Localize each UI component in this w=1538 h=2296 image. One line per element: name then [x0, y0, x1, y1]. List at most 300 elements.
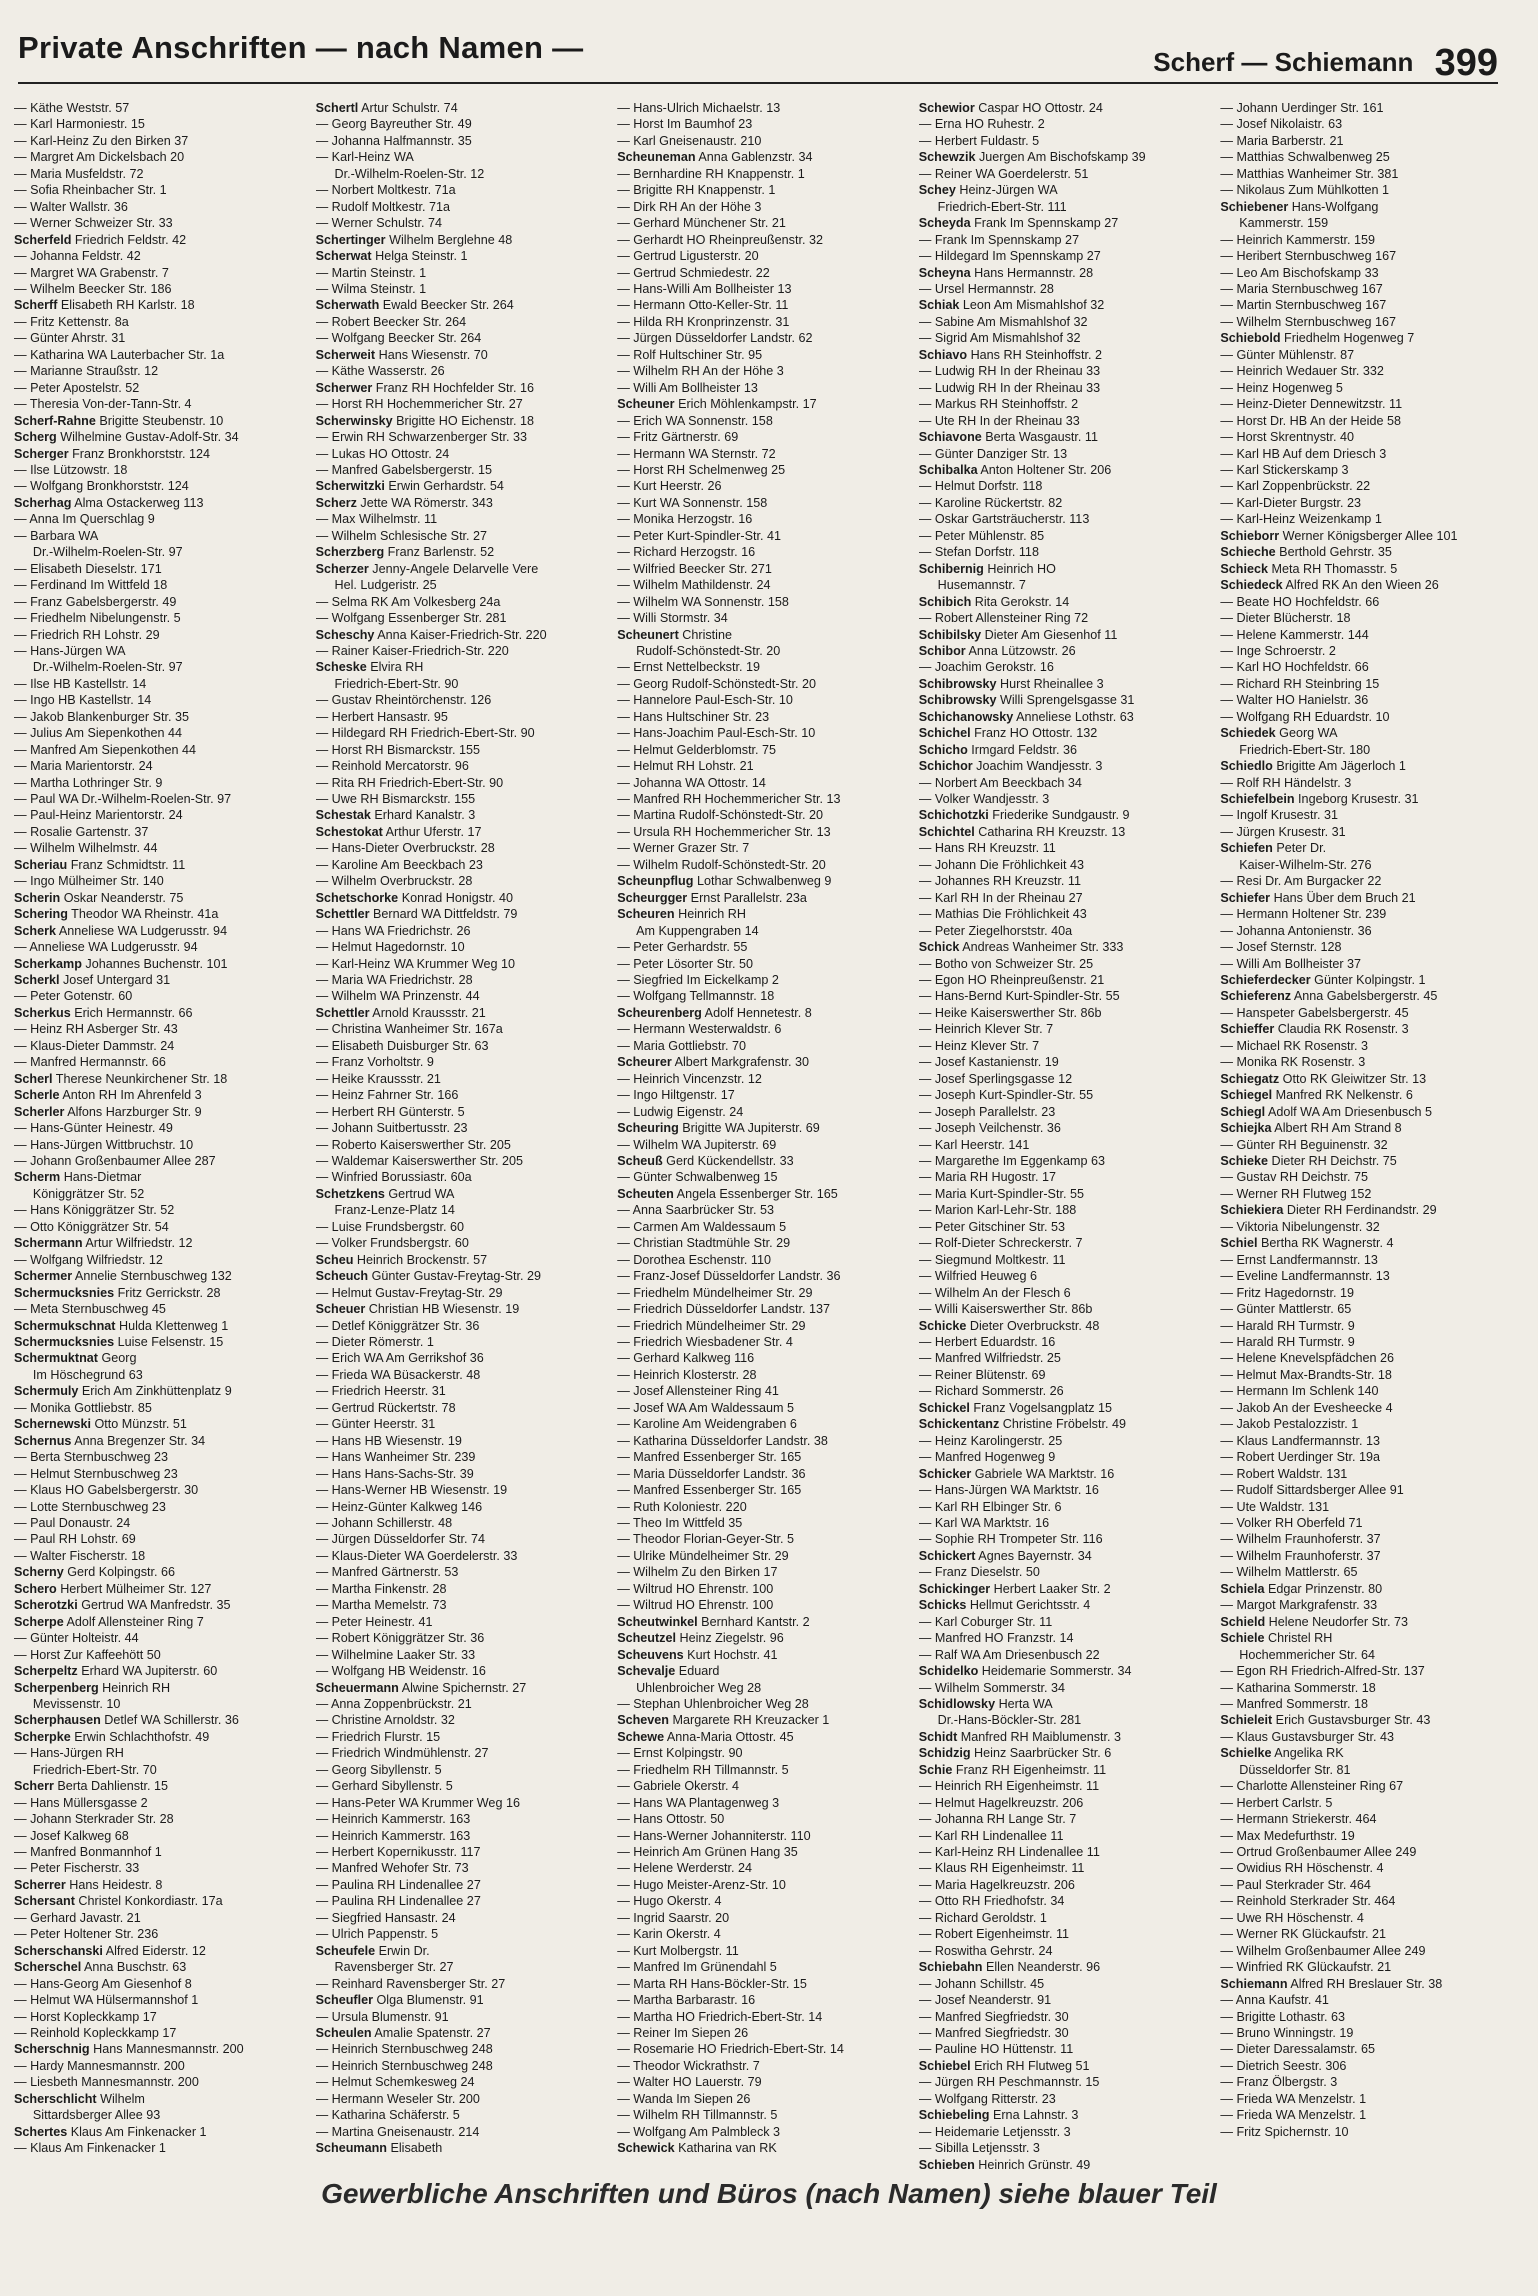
- directory-entry: Scheven Margarete RH Kreuzacker 1: [617, 1713, 830, 1728]
- directory-entry: Scheunert Christine: [617, 627, 732, 642]
- directory-entry: Scherschel Anna Buschstr. 63: [14, 1960, 187, 1975]
- directory-entry: — Karl-Heinz RH Lindenallee 11: [918, 1845, 1100, 1860]
- directory-entry: — Klaus RH Eigenheimstr. 11: [918, 1861, 1085, 1876]
- directory-entry: — Heinrich Vincenzstr. 12: [617, 1071, 762, 1086]
- surname: Scherotzki: [14, 1598, 78, 1613]
- surname: Scheumann: [315, 2141, 387, 2156]
- directory-entry: — Karl Gneisenaustr. 210: [617, 133, 762, 148]
- directory-entry: — Helmut Gelderblomstr. 75: [617, 742, 777, 757]
- directory-entry: — Wilhelm Rudolf-Schönstedt-Str. 20: [617, 857, 826, 872]
- surname: Schidt: [918, 1729, 958, 1744]
- surname: Schicke: [918, 1318, 967, 1333]
- directory-entry: — Richard Geroldstr. 1: [918, 1910, 1047, 1925]
- directory-entry: Scherz Jette WA Römerstr. 343: [315, 495, 493, 510]
- directory-entry: Rudolf-Schönstedt-Str. 20: [617, 643, 781, 658]
- directory-entry: Friedrich-Ebert-Str. 111: [918, 199, 1067, 214]
- directory-entry: — Johann Schillerstr. 48: [315, 1515, 453, 1530]
- directory-entry: Schiel Bertha RK Wagnerstr. 4: [1220, 1236, 1394, 1251]
- directory-entry: — Helmut Hagedornstr. 10: [315, 940, 465, 955]
- directory-entry: Schicho Irmgard Feldstr. 36: [918, 742, 1077, 757]
- directory-entry: — Josef Nikolaistr. 63: [1220, 117, 1343, 132]
- directory-entry: Scherf-Rahne Brigitte Steubenstr. 10: [14, 413, 224, 428]
- directory-entry: — Martina Gneisenaustr. 214: [315, 2124, 480, 2139]
- directory-entry: — Roberto Kaiserswerther Str. 205: [315, 1137, 511, 1152]
- directory-entry: — Maria RH Hugostr. 17: [918, 1170, 1056, 1185]
- directory-entry: — Paul-Heinz Marientorstr. 24: [14, 808, 183, 823]
- directory-entry: Scheu Heinrich Brockenstr. 57: [315, 1252, 488, 1267]
- directory-entry: — Jürgen Düsseldorfer Str. 74: [315, 1532, 485, 1547]
- directory-entry: Schertes Klaus Am Finkenacker 1: [14, 2124, 207, 2139]
- directory-entry: — Karin Okerstr. 4: [617, 1927, 721, 1942]
- directory-entry: Schieck Meta RH Thomasstr. 5: [1220, 561, 1398, 576]
- directory-entry: — Heinz Klever Str. 7: [918, 1038, 1040, 1053]
- directory-entry: — Wilhelm Beecker Str. 186: [14, 281, 172, 296]
- directory-entry: Scherschlicht Wilhelm: [14, 2091, 145, 2106]
- surname: Scherwath: [315, 298, 380, 313]
- directory-entry: — Harald RH Turmstr. 9: [1220, 1334, 1355, 1349]
- directory-entry: — Robert Königgrätzer Str. 36: [315, 1631, 485, 1646]
- directory-entry: Friedrich-Ebert-Str. 70: [14, 1762, 157, 1777]
- surname: Schiegel: [1220, 1088, 1273, 1103]
- directory-entry: — Manfred Hogenweg 9: [918, 1450, 1056, 1465]
- directory-entry: Schero Herbert Mülheimer Str. 127: [14, 1581, 212, 1596]
- directory-entry: — Josef Allensteiner Ring 41: [617, 1384, 779, 1399]
- surname: Schieke: [1220, 1154, 1268, 1168]
- directory-entry: Mevissenstr. 10: [14, 1696, 121, 1711]
- directory-entry: — Peter Gotenstr. 60: [14, 989, 133, 1004]
- directory-entry: Scheske Elvira RH: [315, 660, 424, 675]
- directory-entry: — Robert Eigenheimstr. 11: [918, 1927, 1070, 1942]
- directory-entry: — Rolf-Dieter Schreckerstr. 7: [918, 1236, 1083, 1251]
- directory-entry: Schiebold Friedhelm Hogenweg 7: [1220, 331, 1415, 346]
- directory-entry: — Gustav RH Deichstr. 75: [1220, 1170, 1369, 1185]
- directory-entry: — Hans-Jürgen RH: [14, 1746, 124, 1761]
- surname: Schiedlo: [1220, 759, 1273, 774]
- surname: Schersant: [14, 1894, 75, 1909]
- surname: Schickert: [918, 1548, 976, 1563]
- surname: Scherweit: [315, 347, 376, 362]
- directory-entry: — Sophie RH Trompeter Str. 116: [918, 1532, 1103, 1547]
- surname: Scherler: [14, 1104, 65, 1119]
- directory-entry: — Hannelore Paul-Esch-Str. 10: [617, 693, 793, 708]
- directory-entry: Schertinger Wilhelm Berglehne 48: [315, 232, 513, 247]
- directory-entry: Scheriau Franz Schmidtstr. 11: [14, 857, 186, 872]
- directory-entry: Hochemmericher Str. 64: [1220, 1647, 1376, 1662]
- surname: Schiejka: [1220, 1121, 1272, 1136]
- directory-entry: — Manfred RH Hochemmericher Str. 13: [617, 792, 841, 807]
- directory-entry: — Friedrich Heerstr. 31: [315, 1384, 446, 1399]
- directory-entry: — Heinrich Sternbuschweg 248: [315, 2058, 493, 2073]
- directory-entry: — Horst RH Hochemmericher Str. 27: [315, 397, 523, 412]
- directory-entry: — Peter Lösorter Str. 50: [617, 956, 753, 971]
- directory-entry: — Robert Allensteiner Ring 72: [918, 611, 1089, 626]
- directory-entry: — Volker Wandjesstr. 3: [918, 792, 1050, 807]
- directory-entry: Schewzik Juergen Am Bischofskamp 39: [918, 150, 1146, 165]
- directory-entry: Schieben Heinrich Grünstr. 49: [918, 2157, 1091, 2170]
- directory-entry: Schieferenz Anna Gabelsbergerstr. 45: [1220, 989, 1438, 1004]
- directory-entry: — Mathias Die Fröhlichkeit 43: [918, 907, 1087, 922]
- directory-entry: Scherle Anton RH Im Ahrenfeld 3: [14, 1088, 202, 1103]
- directory-entry: — Wilhelm Mathildenstr. 24: [617, 578, 771, 593]
- directory-entry: — Helmut RH Lohstr. 21: [617, 759, 754, 774]
- surname: Schiel: [1220, 1236, 1258, 1251]
- directory-entry: — Peter Kurt-Spindler-Str. 41: [617, 528, 781, 543]
- directory-entry: — Georg Sibyllenstr. 5: [315, 1762, 442, 1777]
- directory-entry: — Marion Karl-Lehr-Str. 188: [918, 1203, 1077, 1218]
- directory-entry: — Siegfried Im Eickelkamp 2: [617, 973, 779, 988]
- surname: Schevalje: [617, 1664, 676, 1679]
- directory-entry: — Katharina WA Lauterbacher Str. 1a: [14, 347, 225, 362]
- directory-entry: — Heinz-Günter Kalkweg 146: [315, 1499, 483, 1514]
- directory-entry: — Günter Heerstr. 31: [315, 1417, 436, 1432]
- surname: Schestak: [315, 808, 371, 823]
- surname: Schetzkens: [315, 1186, 385, 1201]
- directory-entry: — Wolfgang HB Weidenstr. 16: [315, 1664, 486, 1679]
- surname: Schiavo: [918, 347, 968, 362]
- directory-entry: — Manfred Gärtnerstr. 53: [315, 1565, 459, 1580]
- directory-entry: — Heinrich Kammerstr. 163: [315, 1828, 471, 1843]
- directory-entry: — Hans WA Plantagenweg 3: [617, 1795, 780, 1810]
- directory-entry: — Wilhelm WA Jupiterstr. 69: [617, 1137, 777, 1152]
- surname: Schiela: [1220, 1581, 1265, 1596]
- surname: Scheuß: [617, 1154, 663, 1168]
- directory-entry: — Christina Wanheimer Str. 167a: [315, 1022, 503, 1037]
- directory-entry: — Kurt Heerstr. 26: [617, 479, 722, 494]
- surname: Schielke: [1220, 1746, 1272, 1761]
- directory-entry: — Gertrud Schmiedestr. 22: [617, 265, 770, 280]
- directory-entry: — Otto Königgrätzer Str. 54: [14, 1219, 169, 1234]
- directory-entry: — Roswitha Gehrstr. 24: [918, 1943, 1053, 1958]
- directory-entry: Scherpeltz Erhard WA Jupiterstr. 60: [14, 1664, 218, 1679]
- directory-entry: — Wilhelm Fraunhoferstr. 37: [1220, 1532, 1381, 1547]
- surname: Scherwinsky: [315, 413, 393, 428]
- directory-entry: Scherkl Josef Untergard 31: [14, 973, 171, 988]
- directory-entry: — Maria Sternbuschweg 167: [1220, 281, 1383, 296]
- directory-entry: — Richard RH Steinbring 15: [1220, 676, 1380, 691]
- surname: Scheunert: [617, 627, 679, 642]
- directory-entry: — Manfred Sommerstr. 18: [1220, 1696, 1369, 1711]
- directory-entry: — Siegmund Moltkestr. 11: [918, 1252, 1066, 1267]
- directory-entry: — Sigrid Am Mismahlshof 32: [918, 331, 1081, 346]
- directory-entry: — Heinz Karolingerstr. 25: [918, 1433, 1063, 1448]
- directory-entry: — Manfred Am Siepenkothen 44: [14, 742, 197, 757]
- directory-entry: — Peter Gitschiner Str. 53: [918, 1219, 1066, 1234]
- directory-entry: Schiefen Peter Dr.: [1220, 841, 1327, 856]
- directory-entry: Schiebahn Ellen Neanderstr. 96: [918, 1960, 1101, 1975]
- surname: Scherle: [14, 1088, 60, 1103]
- surname: Schermucksnies: [14, 1334, 115, 1349]
- directory-entry: — Ilse HB Kastellstr. 14: [14, 676, 147, 691]
- directory-entry: — Peter Fischerstr. 33: [14, 1861, 140, 1876]
- surname: Schermann: [14, 1236, 83, 1251]
- directory-entry: — Ernst Landfermannstr. 13: [1220, 1252, 1378, 1267]
- directory-entry: — Johanna Halfmannstr. 35: [315, 133, 472, 148]
- surname: Scherpeltz: [14, 1664, 78, 1679]
- directory-entry: Schermucksnies Luise Felsenstr. 15: [14, 1334, 224, 1349]
- directory-entry: Scherweit Hans Wiesenstr. 70: [315, 347, 488, 362]
- directory-entry: — Wilhelm Mattlerstr. 65: [1220, 1565, 1358, 1580]
- directory-entry: — Hans Hans-Sachs-Str. 39: [315, 1466, 474, 1481]
- directory-entry: — Theodor Wickrathstr. 7: [617, 2058, 760, 2073]
- directory-entry: — Hans-Werner HB Wiesenstr. 19: [315, 1483, 508, 1498]
- directory-entry: Schettler Arnold Kraussstr. 21: [315, 1005, 486, 1020]
- surname: Scherphausen: [14, 1713, 101, 1728]
- directory-entry: — Paul Sterkrader Str. 464: [1220, 1877, 1371, 1892]
- surname: Scheuren: [617, 907, 675, 922]
- directory-entry: — Jürgen RH Peschmannstr. 15: [918, 2075, 1100, 2090]
- surname: Scherger: [14, 446, 69, 461]
- directory-entry: — Helene Kammerstr. 144: [1220, 627, 1369, 642]
- directory-entry: — Marianne Straußstr. 12: [14, 364, 159, 379]
- directory-entry: — Pauline HO Hüttenstr. 11: [918, 2042, 1074, 2057]
- directory-entry: — Rudolf Sittardsberger Allee 91: [1220, 1483, 1404, 1498]
- surname: Schiemann: [1220, 1976, 1288, 1991]
- surname: Scheurenberg: [617, 1005, 702, 1020]
- surname: Scheske: [315, 660, 367, 675]
- directory-entry: — Friedhelm RH Tillmannstr. 5: [617, 1762, 789, 1777]
- column-4: [919, 100, 1213, 2170]
- directory-entry: — Monika RK Rosenstr. 3: [1220, 1055, 1366, 1070]
- directory-entry: Schiebel Erich RH Flutweg 51: [918, 2058, 1090, 2073]
- directory-entry: — Hermann Im Schlenk 140: [1220, 1384, 1379, 1399]
- directory-entry: — Wilhelm RH Tillmannstr. 5: [617, 2108, 778, 2123]
- directory-entry: — Siegfried Hansastr. 24: [315, 1910, 456, 1925]
- directory-entry: — Wiltrud HO Ehrenstr. 100: [617, 1598, 774, 1613]
- surname: Schermuly: [14, 1384, 79, 1399]
- directory-entry: — Paul WA Dr.-Wilhelm-Roelen-Str. 97: [14, 792, 232, 807]
- directory-entry: Scheurenberg Adolf Hennetestr. 8: [617, 1005, 812, 1020]
- directory-entry: — Charlotte Allensteiner Ring 67: [1220, 1779, 1404, 1794]
- directory-entry: — Johannes RH Kreuzstr. 11: [918, 874, 1081, 889]
- directory-entry: Scherk Anneliese WA Ludgerusstr. 94: [14, 923, 228, 938]
- directory-entry: — Ursula RH Hochemmericher Str. 13: [617, 824, 831, 839]
- surname: Scherschel: [14, 1960, 82, 1975]
- directory-entry: — Wilhelm An der Flesch 6: [918, 1285, 1071, 1300]
- directory-entry: — Hermann Striekerstr. 464: [1220, 1812, 1377, 1827]
- directory-entry: — Ute Waldstr. 131: [1220, 1499, 1330, 1514]
- directory-entry: — Karl RH In der Rheinau 27: [918, 890, 1083, 905]
- directory-entry: — Klaus-Dieter WA Goerdelerstr. 33: [315, 1548, 518, 1563]
- directory-entry: — Erwin RH Schwarzenberger Str. 33: [315, 430, 527, 445]
- directory-entry: — Willi Am Bollheister 13: [617, 380, 758, 395]
- directory-entry: — Maria Gottliebstr. 70: [617, 1038, 746, 1053]
- directory-entry: — Franz Vorholtstr. 9: [315, 1055, 434, 1070]
- directory-entry: — Joachim Gerokstr. 16: [918, 660, 1054, 675]
- directory-entry: — Wilma Steinstr. 1: [315, 281, 427, 296]
- directory-entry: — Erna HO Ruhestr. 2: [918, 117, 1045, 132]
- directory-entry: — Gerhard Münchener Str. 21: [617, 216, 786, 231]
- directory-entry: — Gerhard Kalkweg 116: [617, 1351, 755, 1366]
- directory-entry: — Ralf WA Am Driesenbusch 22: [918, 1647, 1100, 1662]
- surname: Schey: [918, 183, 956, 198]
- directory-entry: — Karl HB Auf dem Driesch 3: [1220, 446, 1387, 461]
- directory-entry: — Peter Holtener Str. 236: [14, 1927, 159, 1942]
- directory-entry: Scheuten Angela Essenberger Str. 165: [617, 1186, 838, 1201]
- directory-entry: — Maria Marientorstr. 24: [14, 759, 153, 774]
- directory-entry: Schiejka Albert RH Am Strand 8: [1220, 1121, 1402, 1136]
- directory-entry: — Katharina Schäferstr. 5: [315, 2108, 460, 2123]
- directory-entry: Schiak Leon Am Mismahlshof 32: [918, 298, 1105, 313]
- directory-entry: Schieferdecker Günter Kolpingstr. 1: [1220, 973, 1426, 988]
- directory-entry: — Reiner Im Siepen 26: [617, 2026, 749, 2041]
- directory-entry: — Walter HO Lauerstr. 79: [617, 2075, 762, 2090]
- directory-entry: — Günter Mühlenstr. 87: [1220, 347, 1355, 362]
- directory-entry: — Horst Dr. HB An der Heide 58: [1220, 413, 1401, 428]
- directory-entry: Schewior Caspar HO Ottostr. 24: [918, 101, 1103, 115]
- range-and-page: [1153, 38, 1498, 84]
- directory-entry: — Hanspeter Gabelsbergerstr. 45: [1220, 1005, 1409, 1020]
- directory-entry: — Anneliese WA Ludgerusstr. 94: [14, 940, 198, 955]
- directory-entry: — Günter Mattlerstr. 65: [1220, 1302, 1352, 1317]
- directory-entry: — Barbara WA: [14, 528, 99, 543]
- directory-entry: — Johann Schillstr. 45: [918, 1976, 1045, 1991]
- directory-entry: Scherpenberg Heinrich RH: [14, 1680, 171, 1695]
- directory-entry: — Wolfgang Ritterstr. 23: [918, 2091, 1056, 2106]
- directory-entry: — Jakob An der Evesheecke 4: [1220, 1400, 1393, 1415]
- surname: Scheu: [315, 1252, 354, 1267]
- directory-entry: — Helmut Sternbuschweg 23: [14, 1466, 178, 1481]
- surname: Schernewski: [14, 1417, 92, 1432]
- directory-entry: — Robert Waldstr. 131: [1220, 1466, 1348, 1481]
- directory-entry: — Rudolf Moltkestr. 71a: [315, 199, 450, 214]
- surname: Schertinger: [315, 232, 386, 247]
- directory-entry: Scheuermann Alwine Spichernstr. 27: [315, 1680, 527, 1695]
- directory-entry: Schersant Christel Konkordiastr. 17a: [14, 1894, 223, 1909]
- directory-entry: — Uwe RH Bismarckstr. 155: [315, 792, 476, 807]
- surname: Scheurgger: [617, 890, 688, 905]
- directory-entry: — Friedrich Flurstr. 15: [315, 1729, 441, 1744]
- directory-entry: — Ernst Nettelbeckstr. 19: [617, 660, 760, 675]
- directory-entry: Scherphausen Detlef WA Schillerstr. 36: [14, 1713, 239, 1728]
- directory-entry: — Josef Sperlingsgasse 12: [918, 1071, 1073, 1086]
- directory-entry: — Horst Im Baumhof 23: [617, 117, 753, 132]
- surname: Schewior: [918, 101, 975, 115]
- surname: Scherwat: [315, 249, 372, 264]
- directory-entry: — Karoline Am Beeckbach 23: [315, 857, 483, 872]
- surname: Scherr: [14, 1779, 54, 1794]
- directory-entry: — Wilhelm WA Sonnenstr. 158: [617, 594, 789, 609]
- directory-entry: — Werner RK Glückaufstr. 21: [1220, 1927, 1387, 1942]
- directory-entry: Scheuner Erich Möhlenkampstr. 17: [617, 397, 817, 412]
- directory-entry: — Heinz RH Asberger Str. 43: [14, 1022, 178, 1037]
- directory-entry: — Berta Sternbuschweg 23: [14, 1450, 169, 1465]
- directory-entry: Schibrowsky Willi Sprengelsgasse 31: [918, 693, 1135, 708]
- directory-entry: — Matthias Wanheimer Str. 381: [1220, 166, 1399, 181]
- directory-entry: — Johann Sterkrader Str. 28: [14, 1812, 174, 1827]
- directory-entry: — Wilhelm Sommerstr. 34: [918, 1680, 1066, 1695]
- directory-entry: — Friedrich Düsseldorfer Landstr. 137: [617, 1302, 830, 1317]
- surname: Schichel: [918, 726, 971, 741]
- surname: Scherwer: [315, 380, 373, 395]
- directory-entry: — Maria Kurt-Spindler-Str. 55: [918, 1186, 1084, 1201]
- surname: Schiak: [918, 298, 960, 313]
- directory-entry: — Josef Kalkweg 68: [14, 1828, 129, 1843]
- column-2: [316, 100, 610, 2170]
- surname: Scherin: [14, 890, 61, 905]
- directory-entry: — Reinhold Kopleckkamp 17: [14, 2026, 177, 2041]
- directory-entry: Schiedek Georg WA: [1220, 726, 1338, 741]
- directory-entry: — Karl-Heinz Zu den Birken 37: [14, 133, 189, 148]
- directory-entry: — Manfred Hermannstr. 66: [14, 1055, 166, 1070]
- directory-entry: Schertl Artur Schulstr. 74: [315, 101, 458, 115]
- directory-entry: Scheuvens Kurt Hochstr. 41: [617, 1647, 778, 1662]
- directory-entry: Scherr Berta Dahlienstr. 15: [14, 1779, 169, 1794]
- directory-entry: — Ernst Kolpingstr. 90: [617, 1746, 743, 1761]
- directory-entry: Scherzberg Franz Barlenstr. 52: [315, 545, 495, 560]
- directory-entry: Schibich Rita Gerokstr. 14: [918, 594, 1070, 609]
- directory-entry: — Wilhelmine Laaker Str. 33: [315, 1647, 476, 1662]
- directory-entry: Schering Theodor WA Rheinstr. 41a: [14, 907, 219, 922]
- directory-entry: — Ludwig RH In der Rheinau 33: [918, 364, 1101, 379]
- directory-entry: Schield Helene Neudorfer Str. 73: [1220, 1614, 1408, 1629]
- directory-entry: Schiela Edgar Prinzenstr. 80: [1220, 1581, 1383, 1596]
- directory-entry: — Manfred Gabelsbergerstr. 15: [315, 462, 492, 477]
- directory-entry: — Max Medefurthstr. 19: [1220, 1828, 1355, 1843]
- directory-entry: — Nikolaus Zum Mühlkotten 1: [1220, 183, 1390, 198]
- directory-entry: — Winfried Borussiastr. 60a: [315, 1170, 472, 1185]
- directory-entry: — Maria Düsseldorfer Landstr. 36: [617, 1466, 806, 1481]
- surname: Schermukschnat: [14, 1318, 116, 1333]
- directory-entry: Schey Heinz-Jürgen WA: [918, 183, 1058, 198]
- directory-entry: — Friedrich Mündelheimer Str. 29: [617, 1318, 806, 1333]
- directory-entry: — Herbert Fuldastr. 5: [918, 133, 1040, 148]
- directory-entry: — Hans-Peter WA Krummer Weg 16: [315, 1795, 520, 1810]
- directory-entry: Scheumann Elisabeth: [315, 2141, 443, 2156]
- directory-entry: — Frieda WA Büsackerstr. 48: [315, 1367, 481, 1382]
- directory-entry: Friedrich-Ebert-Str. 180: [1220, 742, 1371, 757]
- directory-entry: — Heike Kaiserswerther Str. 86b: [918, 1005, 1102, 1020]
- directory-entry: — Markus RH Steinhoffstr. 2: [918, 397, 1079, 412]
- surname: Scherkamp: [14, 956, 82, 971]
- surname: Schieffer: [1220, 1022, 1275, 1037]
- surname: Schiedeck: [1220, 578, 1283, 593]
- surname: Schichotzki: [918, 808, 989, 823]
- surname: Schicker: [918, 1466, 972, 1481]
- directory-entry: — Maria Barberstr. 21: [1220, 133, 1344, 148]
- directory-entry: — Hugo Okerstr. 4: [617, 1894, 722, 1909]
- directory-entry: — Margot Markgrafenstr. 33: [1220, 1598, 1378, 1613]
- surname: Schiebeling: [918, 2108, 990, 2123]
- directory-entry: — Michael RK Rosenstr. 3: [1220, 1038, 1369, 1053]
- column-1: [14, 100, 308, 2170]
- surname: Schickentanz: [918, 1417, 1000, 1432]
- directory-entry: — Manfred Wehofer Str. 73: [315, 1861, 469, 1876]
- directory-entry: — Karl-Heinz WA: [315, 150, 414, 165]
- directory-entry: — Robert Beecker Str. 264: [315, 314, 467, 329]
- directory-entry: — Klaus Gustavsburger Str. 43: [1220, 1729, 1394, 1744]
- directory-entry: — Karl RH Elbinger Str. 6: [918, 1499, 1062, 1514]
- directory-entry: — Heinz Hogenweg 5: [1220, 380, 1343, 395]
- surname: Schichtel: [918, 824, 975, 839]
- directory-entry: — Beate HO Hochfeldstr. 66: [1220, 594, 1380, 609]
- surname: Scherz: [315, 495, 357, 510]
- surname: Schieben: [918, 2157, 975, 2170]
- directory-entry: Scheuren Heinrich RH: [617, 907, 746, 922]
- directory-entry: — Wolfgang Bronkhorststr. 124: [14, 479, 189, 494]
- directory-entry: — Rosemarie HO Friedrich-Ebert-Str. 14: [617, 2042, 844, 2057]
- directory-entry: — Owidius RH Höschenstr. 4: [1220, 1861, 1384, 1876]
- directory-entry: — Hans-Ulrich Michaelstr. 13: [617, 101, 781, 115]
- directory-entry: — Hans Hultschiner Str. 23: [617, 709, 770, 724]
- directory-entry: — Werner Grazer Str. 7: [617, 841, 750, 856]
- directory-entry: — Reinhard Ravensberger Str. 27: [315, 1976, 506, 1991]
- directory-entry: — Rolf RH Händelstr. 3: [1220, 775, 1352, 790]
- surname: Schiavone: [918, 430, 982, 445]
- directory-entry: — Carmen Am Waldessaum 5: [617, 1219, 787, 1234]
- directory-entry: Schidelko Heidemarie Sommerstr. 34: [918, 1664, 1132, 1679]
- surname: Schichanowsky: [918, 709, 1014, 724]
- directory-entry: — Manfred Im Grünendahl 5: [617, 1960, 777, 1975]
